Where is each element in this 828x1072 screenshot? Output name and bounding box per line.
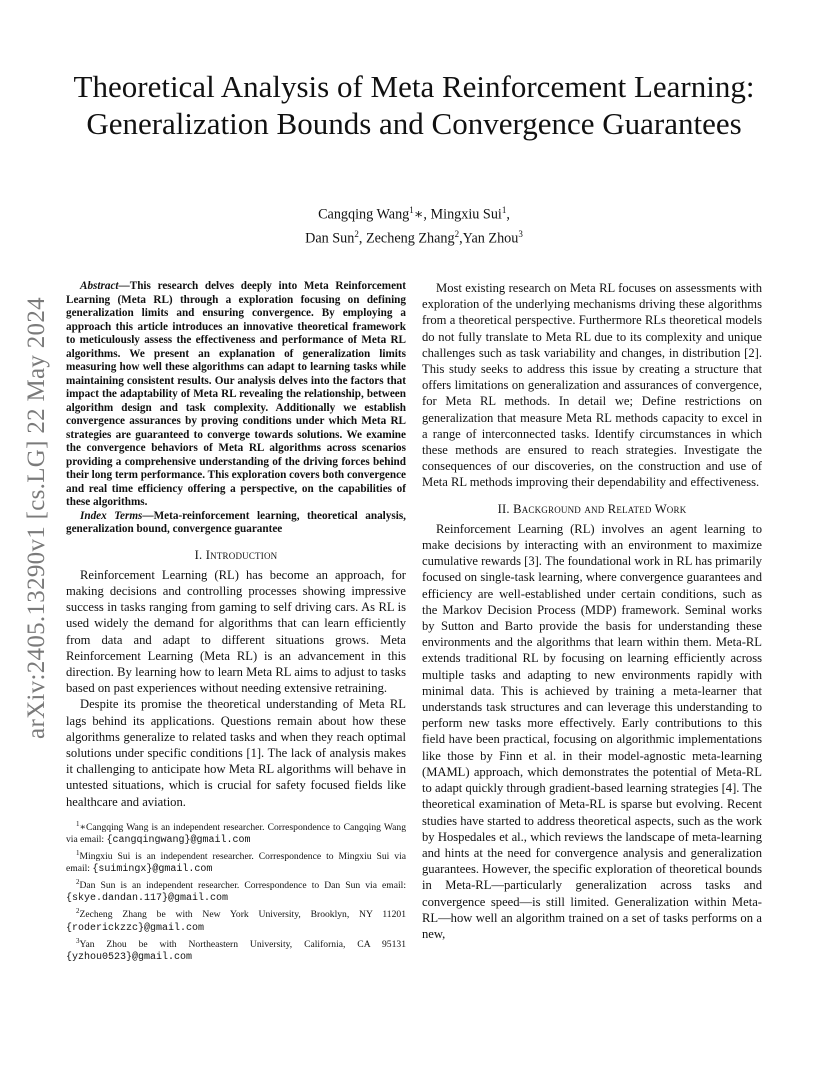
- footnote-email: {roderickzzc}@gmail.com: [66, 922, 205, 934]
- footnote-email: {yzhou0523}@gmail.com: [66, 951, 193, 963]
- footnote-email: {skye.dandan.117}@gmail.com: [66, 893, 229, 905]
- author-name: Zecheng Zhang: [362, 230, 455, 247]
- arxiv-identifier-text: arXiv:2405.13290v1 [cs.LG] 22 May 2024: [23, 297, 50, 739]
- author-mark: ,: [358, 230, 363, 247]
- index-terms-label: Index Terms: [80, 509, 143, 522]
- footnote-mark: 2: [76, 907, 80, 916]
- footnote-text: Mingxiu Sui is an independent researcher. Correspondence to Mingxiu Sui via email:: [66, 851, 406, 875]
- footnote: [66, 905, 406, 934]
- footnote-text: Zecheng Zhang be with New York University, Brooklyn, NY 11201: [79, 909, 406, 921]
- paper-title: Theoretical Analysis of Meta Reinforcement Learning: Generalization Bounds and Convergence Guarantees: [73, 69, 755, 141]
- index-terms-text: —Meta-reinforcement learning, theoretical analysis, generalization bound, convergence guarantee: [66, 509, 406, 535]
- intro-paragraph-1: Reinforcement Learning (RL) has become an approach, for making decisions and controlling processes showing impressive success in tasks ranging from gaming to self driving cars. As RL is used widely the demand for algorithms that can learn efficiently from data and adapt to different situations grows. Meta Reinforcement Learning (Meta RL) is an advancement in this direction. By learning how to learn Meta RL aims to adjust to tasks based on past experiences without needing extensive retraining.: [66, 567, 406, 696]
- footnote: [66, 818, 406, 847]
- section-title: Background and Related Work: [513, 501, 687, 516]
- author-block: [160, 201, 668, 248]
- intro-paragraph-3: Most existing research on Meta RL focuses on assessments with exploration of the underlying mechanisms driving these algorithms from a theoretical perspective. Furthermore RLs theoretical models do not fully translate to Meta RL due to its complexity and unique challenges such as task variability and changes, in distribution [2]. This study seeks to address this issue by creating a structure that offers limitations on generalization and assurances of convergence, for Meta RL methods. In detail we; Define restrictions on generalization that measure Meta RL methods capacity to excel in a range of interconnected tasks. Identify circumstances in which these methods are ensured to reach strategies. Investigate the consequences of our discoveries, on the construction and use of Meta RL methods improving their dependability and effectiveness.: [422, 281, 762, 490]
- left-column: [66, 280, 406, 964]
- footnotes: [66, 818, 406, 964]
- section-number: I.: [194, 547, 206, 562]
- footnote-text: Yan Zhou be with Northeastern University, California, CA 95131: [79, 938, 406, 950]
- author-affiliation: 1: [501, 205, 507, 215]
- footnote-mark: 1: [76, 819, 80, 828]
- footnote-email: {cangqingwang}@gmail.com: [106, 834, 251, 846]
- author-affiliation: 2: [454, 228, 460, 239]
- footnote-text: ∗Cangqing Wang is an independent researcher. Correspondence to Cangqing Wang via email:: [66, 821, 406, 845]
- footnote-mark: 2: [76, 878, 80, 887]
- footnote-mark: 1: [76, 848, 80, 857]
- background-paragraph-1: Reinforcement Learning (RL) involves an agent learning to make decisions by interacting with an environment to maximize cumulative rewards [3]. The foundational work in RL has primarily focused on single-task learning, where convergence guarantees and efficiency are well-established under certain conditions, such as the Markov Decision Process (MDP) framework. Seminal works by Sutton and Barto provide the basis for understanding these environments and the algorithms that learn within them. Meta-RL extends traditional RL by focusing on learning efficiently across multiple tasks and adapting to new environments rapidly with minimal data. This is achieved by training a meta-learner that understands task structures and can leverage this understanding to perform new tasks more effectively. Early contributions to this field have been practical, focusing on algorithmic implementations like those by Finn et al. in their model-agnostic meta-learning (MAML) approach, which demonstrates the potential of Meta-RL to adapt quickly through gradient-based learning strategies [4]. The theoretical examination of Meta-RL is sparse but evolving. Recent studies have started to address theoretical aspects, such as the work by Hospedales et al., which reviews the landscape of meta-learning and hints at the need for convergence analysis and generalization guarantees. However, the specific exploration of theoretical bounds in Meta-RL—particularly generalization across tasks and convergence speed—is still limited. Generalization within Meta-RL—how well an algorithm trained on a set of tasks performs on a new,: [422, 521, 762, 941]
- author-affiliation: 1: [409, 205, 414, 215]
- arxiv-identifier: [22, 278, 52, 758]
- author-affiliation: 2: [354, 228, 359, 239]
- section-heading-introduction: [66, 547, 406, 563]
- footnote: [66, 847, 406, 876]
- abstract-text: —This research delves deeply into Meta Reinforcement Learning (Meta RL) through a exploration focusing on defining generalization limits and ensuring convergence. By employing a approach this article introduces an innovative theoretical framework to meticulously assess the effectiveness and performance of Meta RL algorithms. We present an explanation of generalization limits measuring how well these algorithms can adapt to learning tasks while maintaining consistent results. Our analysis delves into the factors that impact the adaptability of Meta RL revealing the relationship, between algorithm design and task complexity. Additionally we establish convergence assurances by proving conditions under which Meta RL strategies are guaranteed to converge towards solutions. We examine the convergence behaviors of Meta RL algorithms across scenarios providing a comprehensive understanding of the driving forces behind their long term performance. This exploration covers both convergence and real time efficiency offering a perspective, on the capabilities of these algorithms.: [66, 280, 406, 508]
- section-title: Introduction: [205, 547, 278, 562]
- index-terms: [66, 510, 406, 537]
- footnote: [66, 876, 406, 905]
- footnote-email: {suimingx}@gmail.com: [92, 864, 213, 876]
- author-line-2: [160, 225, 668, 249]
- author-mark: ,: [506, 206, 510, 223]
- author-name: Dan Sun: [305, 230, 355, 247]
- author-name: , Mingxiu Sui: [423, 206, 502, 223]
- section-number: II.: [497, 501, 514, 516]
- author-name: Cangqing Wang: [318, 206, 410, 223]
- right-column: [422, 280, 762, 942]
- abstract-label: Abstract: [80, 280, 119, 292]
- author-line-1: [160, 201, 668, 225]
- footnote-mark: 3: [76, 936, 80, 945]
- intro-paragraph-2: Despite its promise the theoretical understanding of Meta RL lags behind its applications. Questions remain about how these algorithms generalize to related tasks and when they reach optimal solutions under specific conditions [1]. The lack of analysis makes it challenging to anticipate how Meta RL algorithms will behave in untested situations, which is crucial for safety focused fields like healthcare and aviation.: [66, 697, 406, 809]
- author-name: Yan Zhou: [462, 230, 519, 247]
- section-heading-background: [422, 501, 762, 517]
- abstract: [66, 280, 406, 510]
- footnote: [66, 935, 406, 964]
- author-mark: ,: [459, 230, 463, 247]
- footnote-text: Dan Sun is an independent researcher. Correspondence to Dan Sun via email:: [79, 880, 406, 892]
- author-affiliation: 3: [518, 228, 523, 239]
- author-mark: ∗: [413, 206, 424, 223]
